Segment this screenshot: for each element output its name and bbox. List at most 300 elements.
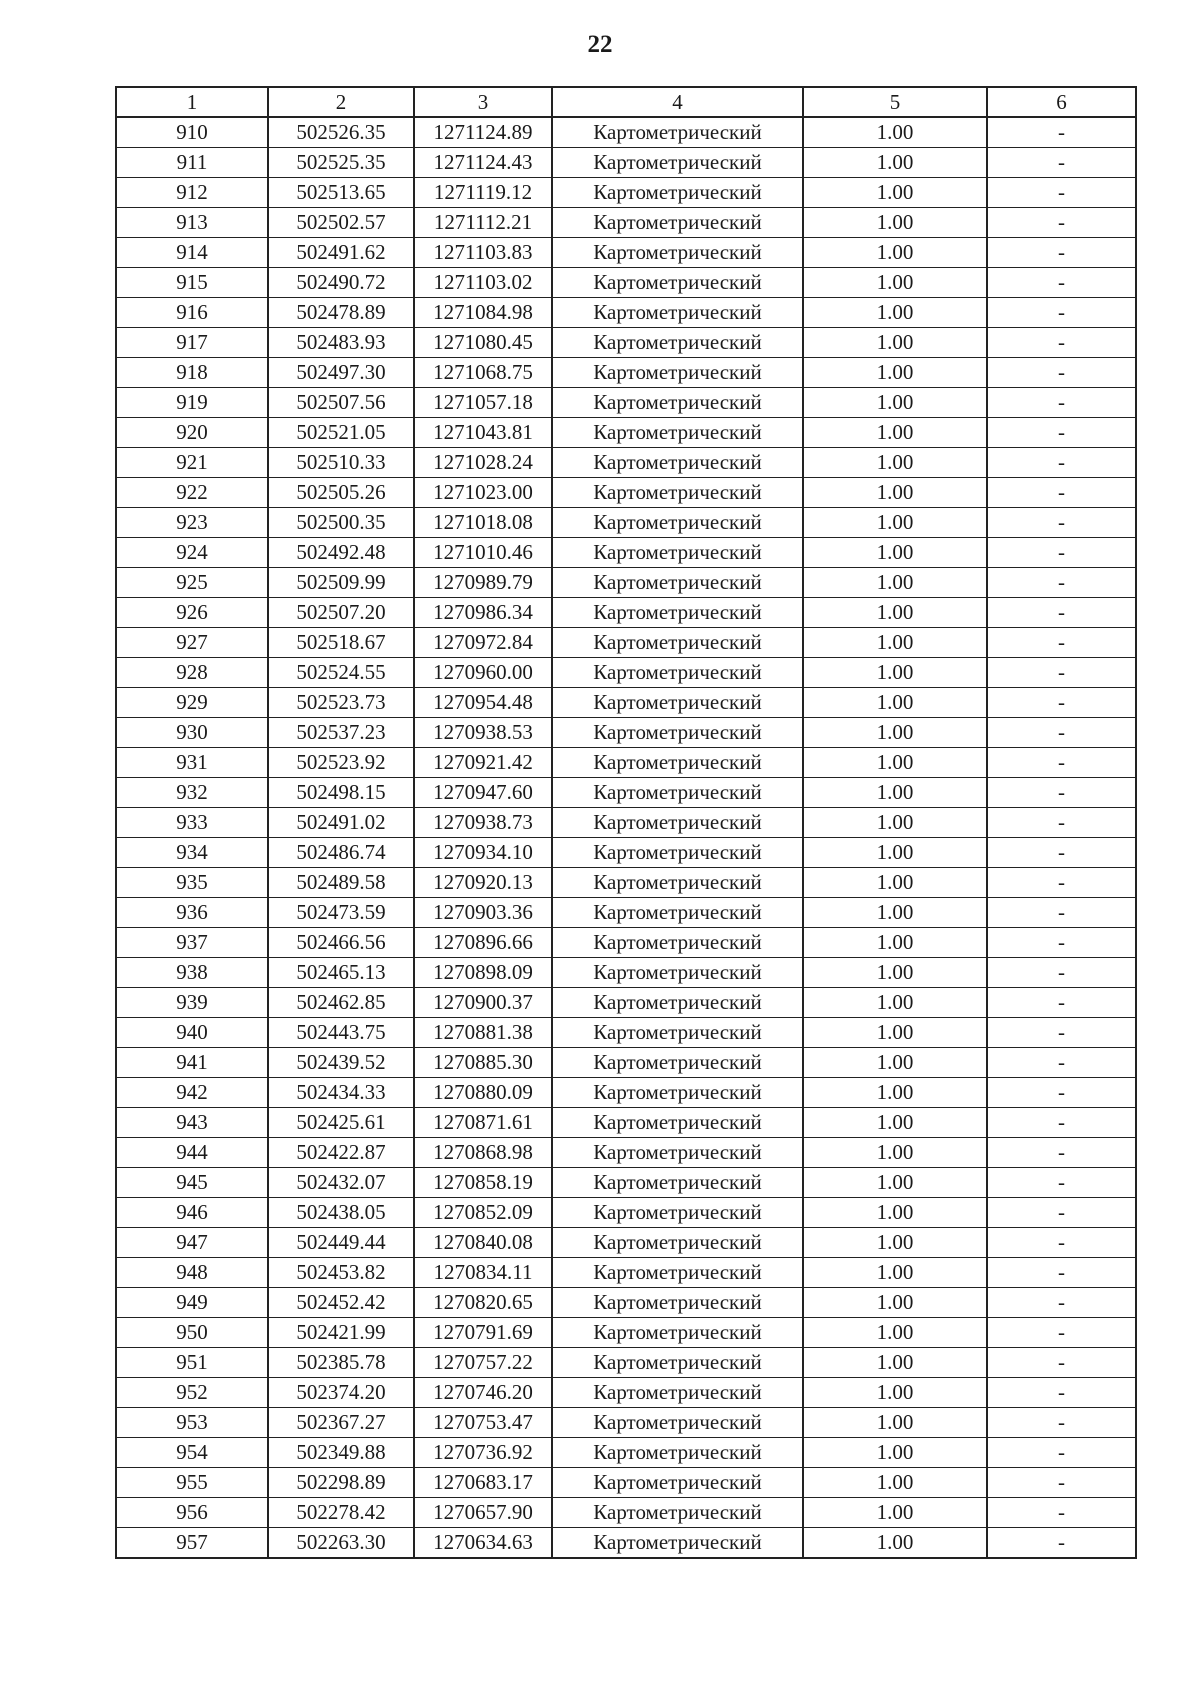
table-row xyxy=(116,1288,1136,1318)
y-coordinate-cell: 1270880.09 xyxy=(414,1078,552,1108)
note-cell: - xyxy=(987,178,1136,208)
note-cell: - xyxy=(987,1288,1136,1318)
table-row xyxy=(116,718,1136,748)
x-coordinate-cell: 502505.26 xyxy=(268,478,414,508)
x-coordinate-cell: 502525.35 xyxy=(268,148,414,178)
accuracy-cell: 1.00 xyxy=(803,418,987,448)
y-coordinate-cell: 1270938.53 xyxy=(414,718,552,748)
accuracy-cell: 1.00 xyxy=(803,898,987,928)
accuracy-cell: 1.00 xyxy=(803,298,987,328)
method-cell: Картометрический xyxy=(552,1168,803,1198)
y-coordinate-cell: 1271043.81 xyxy=(414,418,552,448)
table-row xyxy=(116,1528,1136,1559)
y-coordinate-cell: 1270989.79 xyxy=(414,568,552,598)
y-coordinate-cell: 1270840.08 xyxy=(414,1228,552,1258)
x-coordinate-cell: 502502.57 xyxy=(268,208,414,238)
method-cell: Картометрический xyxy=(552,298,803,328)
x-coordinate-cell: 502473.59 xyxy=(268,898,414,928)
point-number-cell: 949 xyxy=(116,1288,268,1318)
note-cell: - xyxy=(987,808,1136,838)
x-coordinate-cell: 502524.55 xyxy=(268,658,414,688)
point-number-cell: 925 xyxy=(116,568,268,598)
note-cell: - xyxy=(987,148,1136,178)
note-cell: - xyxy=(987,1498,1136,1528)
y-coordinate-cell: 1270986.34 xyxy=(414,598,552,628)
table-row xyxy=(116,1378,1136,1408)
y-coordinate-cell: 1270657.90 xyxy=(414,1498,552,1528)
note-cell: - xyxy=(987,718,1136,748)
x-coordinate-cell: 502434.33 xyxy=(268,1078,414,1108)
y-coordinate-cell: 1271084.98 xyxy=(414,298,552,328)
x-coordinate-cell: 502466.56 xyxy=(268,928,414,958)
y-coordinate-cell: 1270898.09 xyxy=(414,958,552,988)
y-coordinate-cell: 1271124.89 xyxy=(414,117,552,148)
y-coordinate-cell: 1270683.17 xyxy=(414,1468,552,1498)
x-coordinate-cell: 502438.05 xyxy=(268,1198,414,1228)
table-row xyxy=(116,1168,1136,1198)
method-cell: Картометрический xyxy=(552,1048,803,1078)
note-cell: - xyxy=(987,1018,1136,1048)
table-row xyxy=(116,478,1136,508)
accuracy-cell: 1.00 xyxy=(803,718,987,748)
point-number-cell: 922 xyxy=(116,478,268,508)
accuracy-cell: 1.00 xyxy=(803,1288,987,1318)
y-coordinate-cell: 1270903.36 xyxy=(414,898,552,928)
column-header: 6 xyxy=(987,87,1136,117)
accuracy-cell: 1.00 xyxy=(803,1378,987,1408)
point-number-cell: 915 xyxy=(116,268,268,298)
x-coordinate-cell: 502509.99 xyxy=(268,568,414,598)
accuracy-cell: 1.00 xyxy=(803,117,987,148)
x-coordinate-cell: 502421.99 xyxy=(268,1318,414,1348)
method-cell: Картометрический xyxy=(552,1528,803,1559)
y-coordinate-cell: 1270921.42 xyxy=(414,748,552,778)
note-cell: - xyxy=(987,1048,1136,1078)
note-cell: - xyxy=(987,478,1136,508)
point-number-cell: 934 xyxy=(116,838,268,868)
column-header: 2 xyxy=(268,87,414,117)
x-coordinate-cell: 502367.27 xyxy=(268,1408,414,1438)
accuracy-cell: 1.00 xyxy=(803,508,987,538)
note-cell: - xyxy=(987,1258,1136,1288)
point-number-cell: 926 xyxy=(116,598,268,628)
page-number: 22 xyxy=(587,31,613,58)
point-number-cell: 937 xyxy=(116,928,268,958)
accuracy-cell: 1.00 xyxy=(803,1048,987,1078)
table-row xyxy=(116,1078,1136,1108)
table-row xyxy=(116,598,1136,628)
y-coordinate-cell: 1270954.48 xyxy=(414,688,552,718)
note-cell: - xyxy=(987,268,1136,298)
y-coordinate-cell: 1270881.38 xyxy=(414,1018,552,1048)
accuracy-cell: 1.00 xyxy=(803,388,987,418)
table-row xyxy=(116,628,1136,658)
table-row xyxy=(116,358,1136,388)
note-cell: - xyxy=(987,538,1136,568)
x-coordinate-cell: 502489.58 xyxy=(268,868,414,898)
note-cell: - xyxy=(987,298,1136,328)
header-row xyxy=(116,87,1136,117)
note-cell: - xyxy=(987,778,1136,808)
note-cell: - xyxy=(987,928,1136,958)
accuracy-cell: 1.00 xyxy=(803,238,987,268)
method-cell: Картометрический xyxy=(552,508,803,538)
accuracy-cell: 1.00 xyxy=(803,1228,987,1258)
table-row xyxy=(116,268,1136,298)
table-row xyxy=(116,448,1136,478)
accuracy-cell: 1.00 xyxy=(803,1348,987,1378)
x-coordinate-cell: 502510.33 xyxy=(268,448,414,478)
note-cell: - xyxy=(987,898,1136,928)
table-body xyxy=(116,117,1136,1558)
method-cell: Картометрический xyxy=(552,1498,803,1528)
method-cell: Картометрический xyxy=(552,868,803,898)
table-row xyxy=(116,1228,1136,1258)
note-cell: - xyxy=(987,358,1136,388)
x-coordinate-cell: 502298.89 xyxy=(268,1468,414,1498)
y-coordinate-cell: 1270791.69 xyxy=(414,1318,552,1348)
y-coordinate-cell: 1270896.66 xyxy=(414,928,552,958)
point-number-cell: 940 xyxy=(116,1018,268,1048)
point-number-cell: 938 xyxy=(116,958,268,988)
table-row xyxy=(116,958,1136,988)
note-cell: - xyxy=(987,1348,1136,1378)
y-coordinate-cell: 1270834.11 xyxy=(414,1258,552,1288)
point-number-cell: 950 xyxy=(116,1318,268,1348)
accuracy-cell: 1.00 xyxy=(803,1108,987,1138)
table-row xyxy=(116,117,1136,148)
point-number-cell: 931 xyxy=(116,748,268,778)
point-number-cell: 916 xyxy=(116,298,268,328)
note-cell: - xyxy=(987,448,1136,478)
y-coordinate-cell: 1270871.61 xyxy=(414,1108,552,1138)
accuracy-cell: 1.00 xyxy=(803,928,987,958)
y-coordinate-cell: 1270753.47 xyxy=(414,1408,552,1438)
method-cell: Картометрический xyxy=(552,1378,803,1408)
accuracy-cell: 1.00 xyxy=(803,958,987,988)
x-coordinate-cell: 502513.65 xyxy=(268,178,414,208)
table-row xyxy=(116,778,1136,808)
accuracy-cell: 1.00 xyxy=(803,328,987,358)
table-row xyxy=(116,868,1136,898)
x-coordinate-cell: 502478.89 xyxy=(268,298,414,328)
point-number-cell: 947 xyxy=(116,1228,268,1258)
y-coordinate-cell: 1270920.13 xyxy=(414,868,552,898)
y-coordinate-cell: 1270746.20 xyxy=(414,1378,552,1408)
point-number-cell: 945 xyxy=(116,1168,268,1198)
table-row xyxy=(116,328,1136,358)
note-cell: - xyxy=(987,658,1136,688)
method-cell: Картометрический xyxy=(552,448,803,478)
method-cell: Картометрический xyxy=(552,598,803,628)
point-number-cell: 923 xyxy=(116,508,268,538)
method-cell: Картометрический xyxy=(552,1138,803,1168)
point-number-cell: 910 xyxy=(116,117,268,148)
table-header xyxy=(116,87,1136,117)
table-row xyxy=(116,658,1136,688)
point-number-cell: 935 xyxy=(116,868,268,898)
method-cell: Картометрический xyxy=(552,928,803,958)
method-cell: Картометрический xyxy=(552,1018,803,1048)
note-cell: - xyxy=(987,1138,1136,1168)
table-row xyxy=(116,1438,1136,1468)
table-row xyxy=(116,208,1136,238)
y-coordinate-cell: 1271018.08 xyxy=(414,508,552,538)
accuracy-cell: 1.00 xyxy=(803,988,987,1018)
accuracy-cell: 1.00 xyxy=(803,658,987,688)
y-coordinate-cell: 1270868.98 xyxy=(414,1138,552,1168)
accuracy-cell: 1.00 xyxy=(803,1408,987,1438)
note-cell: - xyxy=(987,1108,1136,1138)
method-cell: Картометрический xyxy=(552,328,803,358)
accuracy-cell: 1.00 xyxy=(803,1138,987,1168)
x-coordinate-cell: 502374.20 xyxy=(268,1378,414,1408)
y-coordinate-cell: 1271028.24 xyxy=(414,448,552,478)
table-row xyxy=(116,1108,1136,1138)
accuracy-cell: 1.00 xyxy=(803,1198,987,1228)
table-row xyxy=(116,928,1136,958)
accuracy-cell: 1.00 xyxy=(803,358,987,388)
accuracy-cell: 1.00 xyxy=(803,178,987,208)
x-coordinate-cell: 502526.35 xyxy=(268,117,414,148)
point-number-cell: 944 xyxy=(116,1138,268,1168)
point-number-cell: 924 xyxy=(116,538,268,568)
x-coordinate-cell: 502518.67 xyxy=(268,628,414,658)
table-row xyxy=(116,238,1136,268)
x-coordinate-cell: 502449.44 xyxy=(268,1228,414,1258)
y-coordinate-cell: 1270757.22 xyxy=(414,1348,552,1378)
note-cell: - xyxy=(987,1408,1136,1438)
y-coordinate-cell: 1271119.12 xyxy=(414,178,552,208)
note-cell: - xyxy=(987,117,1136,148)
x-coordinate-cell: 502278.42 xyxy=(268,1498,414,1528)
method-cell: Картометрический xyxy=(552,988,803,1018)
point-number-cell: 918 xyxy=(116,358,268,388)
method-cell: Картометрический xyxy=(552,538,803,568)
note-cell: - xyxy=(987,598,1136,628)
point-number-cell: 921 xyxy=(116,448,268,478)
accuracy-cell: 1.00 xyxy=(803,838,987,868)
accuracy-cell: 1.00 xyxy=(803,1528,987,1559)
method-cell: Картометрический xyxy=(552,178,803,208)
x-coordinate-cell: 502492.48 xyxy=(268,538,414,568)
y-coordinate-cell: 1271068.75 xyxy=(414,358,552,388)
method-cell: Картометрический xyxy=(552,628,803,658)
y-coordinate-cell: 1270960.00 xyxy=(414,658,552,688)
x-coordinate-cell: 502432.07 xyxy=(268,1168,414,1198)
x-coordinate-cell: 502491.62 xyxy=(268,238,414,268)
y-coordinate-cell: 1271010.46 xyxy=(414,538,552,568)
x-coordinate-cell: 502462.85 xyxy=(268,988,414,1018)
note-cell: - xyxy=(987,328,1136,358)
method-cell: Картометрический xyxy=(552,238,803,268)
note-cell: - xyxy=(987,1528,1136,1559)
x-coordinate-cell: 502439.52 xyxy=(268,1048,414,1078)
point-number-cell: 957 xyxy=(116,1528,268,1559)
note-cell: - xyxy=(987,1228,1136,1258)
point-number-cell: 932 xyxy=(116,778,268,808)
point-number-cell: 952 xyxy=(116,1378,268,1408)
table-row xyxy=(116,748,1136,778)
table-row xyxy=(116,1258,1136,1288)
point-number-cell: 917 xyxy=(116,328,268,358)
note-cell: - xyxy=(987,508,1136,538)
column-header: 3 xyxy=(414,87,552,117)
accuracy-cell: 1.00 xyxy=(803,568,987,598)
table-row xyxy=(116,568,1136,598)
point-number-cell: 953 xyxy=(116,1408,268,1438)
note-cell: - xyxy=(987,1198,1136,1228)
accuracy-cell: 1.00 xyxy=(803,1468,987,1498)
y-coordinate-cell: 1270736.92 xyxy=(414,1438,552,1468)
note-cell: - xyxy=(987,1438,1136,1468)
x-coordinate-cell: 502465.13 xyxy=(268,958,414,988)
point-number-cell: 951 xyxy=(116,1348,268,1378)
note-cell: - xyxy=(987,748,1136,778)
table-row xyxy=(116,988,1136,1018)
y-coordinate-cell: 1271103.83 xyxy=(414,238,552,268)
x-coordinate-cell: 502425.61 xyxy=(268,1108,414,1138)
point-number-cell: 911 xyxy=(116,148,268,178)
y-coordinate-cell: 1270972.84 xyxy=(414,628,552,658)
table-row xyxy=(116,838,1136,868)
x-coordinate-cell: 502507.20 xyxy=(268,598,414,628)
point-number-cell: 913 xyxy=(116,208,268,238)
x-coordinate-cell: 502385.78 xyxy=(268,1348,414,1378)
method-cell: Картометрический xyxy=(552,117,803,148)
note-cell: - xyxy=(987,388,1136,418)
note-cell: - xyxy=(987,868,1136,898)
method-cell: Картометрический xyxy=(552,208,803,238)
x-coordinate-cell: 502497.30 xyxy=(268,358,414,388)
x-coordinate-cell: 502498.15 xyxy=(268,778,414,808)
table-row xyxy=(116,1198,1136,1228)
table-row xyxy=(116,298,1136,328)
x-coordinate-cell: 502500.35 xyxy=(268,508,414,538)
x-coordinate-cell: 502521.05 xyxy=(268,418,414,448)
note-cell: - xyxy=(987,958,1136,988)
accuracy-cell: 1.00 xyxy=(803,148,987,178)
y-coordinate-cell: 1270938.73 xyxy=(414,808,552,838)
method-cell: Картометрический xyxy=(552,1228,803,1258)
y-coordinate-cell: 1270852.09 xyxy=(414,1198,552,1228)
x-coordinate-cell: 502263.30 xyxy=(268,1528,414,1559)
y-coordinate-cell: 1271057.18 xyxy=(414,388,552,418)
note-cell: - xyxy=(987,1468,1136,1498)
accuracy-cell: 1.00 xyxy=(803,208,987,238)
table-row xyxy=(116,538,1136,568)
method-cell: Картометрический xyxy=(552,958,803,988)
accuracy-cell: 1.00 xyxy=(803,538,987,568)
method-cell: Картометрический xyxy=(552,148,803,178)
x-coordinate-cell: 502523.73 xyxy=(268,688,414,718)
method-cell: Картометрический xyxy=(552,418,803,448)
x-coordinate-cell: 502483.93 xyxy=(268,328,414,358)
method-cell: Картометрический xyxy=(552,358,803,388)
x-coordinate-cell: 502537.23 xyxy=(268,718,414,748)
x-coordinate-cell: 502349.88 xyxy=(268,1438,414,1468)
table-row xyxy=(116,418,1136,448)
accuracy-cell: 1.00 xyxy=(803,598,987,628)
method-cell: Картометрический xyxy=(552,658,803,688)
column-header: 5 xyxy=(803,87,987,117)
y-coordinate-cell: 1270858.19 xyxy=(414,1168,552,1198)
accuracy-cell: 1.00 xyxy=(803,268,987,298)
table-row xyxy=(116,1468,1136,1498)
x-coordinate-cell: 502490.72 xyxy=(268,268,414,298)
y-coordinate-cell: 1270820.65 xyxy=(414,1288,552,1318)
method-cell: Картометрический xyxy=(552,388,803,418)
method-cell: Картометрический xyxy=(552,898,803,928)
x-coordinate-cell: 502523.92 xyxy=(268,748,414,778)
method-cell: Картометрический xyxy=(552,838,803,868)
table-row xyxy=(116,1318,1136,1348)
method-cell: Картометрический xyxy=(552,1258,803,1288)
x-coordinate-cell: 502443.75 xyxy=(268,1018,414,1048)
table-row xyxy=(116,1138,1136,1168)
note-cell: - xyxy=(987,628,1136,658)
accuracy-cell: 1.00 xyxy=(803,628,987,658)
table-row xyxy=(116,508,1136,538)
accuracy-cell: 1.00 xyxy=(803,1168,987,1198)
method-cell: Картометрический xyxy=(552,568,803,598)
y-coordinate-cell: 1270934.10 xyxy=(414,838,552,868)
note-cell: - xyxy=(987,988,1136,1018)
method-cell: Картометрический xyxy=(552,748,803,778)
point-number-cell: 919 xyxy=(116,388,268,418)
accuracy-cell: 1.00 xyxy=(803,868,987,898)
y-coordinate-cell: 1270634.63 xyxy=(414,1528,552,1559)
point-number-cell: 954 xyxy=(116,1438,268,1468)
point-number-cell: 912 xyxy=(116,178,268,208)
method-cell: Картометрический xyxy=(552,718,803,748)
note-cell: - xyxy=(987,1378,1136,1408)
accuracy-cell: 1.00 xyxy=(803,1258,987,1288)
table-row xyxy=(116,1408,1136,1438)
point-number-cell: 936 xyxy=(116,898,268,928)
note-cell: - xyxy=(987,688,1136,718)
point-number-cell: 930 xyxy=(116,718,268,748)
point-number-cell: 933 xyxy=(116,808,268,838)
table-row xyxy=(116,1348,1136,1378)
note-cell: - xyxy=(987,208,1136,238)
y-coordinate-cell: 1271080.45 xyxy=(414,328,552,358)
y-coordinate-cell: 1270947.60 xyxy=(414,778,552,808)
column-header: 4 xyxy=(552,87,803,117)
point-number-cell: 929 xyxy=(116,688,268,718)
point-number-cell: 942 xyxy=(116,1078,268,1108)
method-cell: Картометрический xyxy=(552,688,803,718)
y-coordinate-cell: 1270900.37 xyxy=(414,988,552,1018)
y-coordinate-cell: 1271103.02 xyxy=(414,268,552,298)
y-coordinate-cell: 1271023.00 xyxy=(414,478,552,508)
accuracy-cell: 1.00 xyxy=(803,478,987,508)
note-cell: - xyxy=(987,418,1136,448)
method-cell: Картометрический xyxy=(552,268,803,298)
point-number-cell: 941 xyxy=(116,1048,268,1078)
point-number-cell: 943 xyxy=(116,1108,268,1138)
point-number-cell: 946 xyxy=(116,1198,268,1228)
note-cell: - xyxy=(987,838,1136,868)
method-cell: Картометрический xyxy=(552,808,803,838)
table-row xyxy=(116,898,1136,928)
accuracy-cell: 1.00 xyxy=(803,1078,987,1108)
table-row xyxy=(116,808,1136,838)
y-coordinate-cell: 1271124.43 xyxy=(414,148,552,178)
point-number-cell: 948 xyxy=(116,1258,268,1288)
method-cell: Картометрический xyxy=(552,1318,803,1348)
method-cell: Картометрический xyxy=(552,778,803,808)
